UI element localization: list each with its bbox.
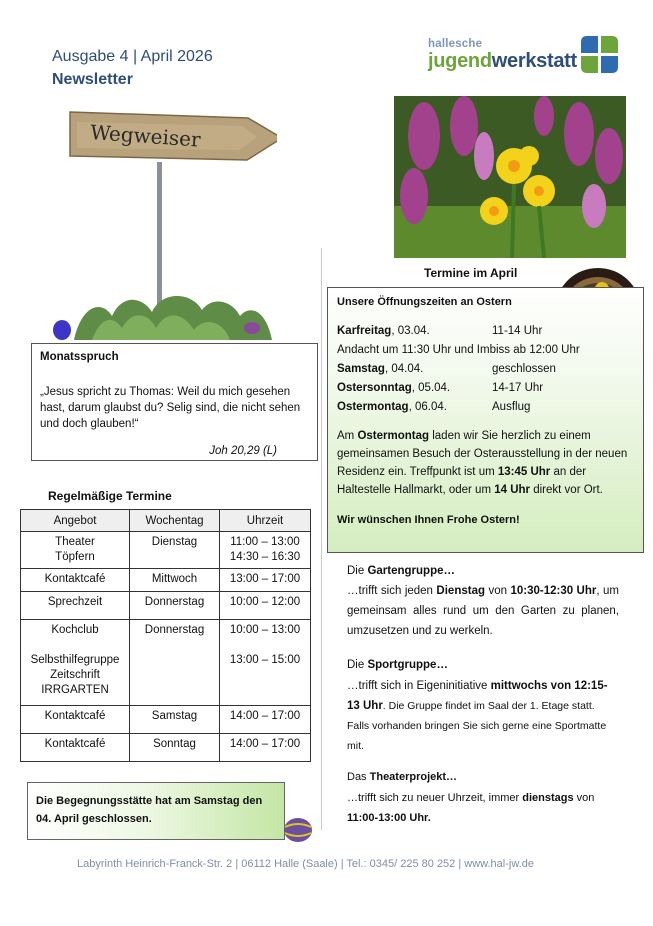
ostern-andacht: Andacht um 11:30 Uhr und Imbiss ab 12:00 Uhr (337, 344, 580, 356)
schedule-cell-uhrzeit: 11:00 – 13:00 14:30 – 16:30 (220, 532, 311, 569)
schedule-cell-angebot: Kontaktcafé (21, 569, 130, 592)
ostern-row-ostermontag: Ostermontag, 06.04. (337, 401, 447, 413)
logo (428, 34, 628, 78)
column-divider (321, 248, 322, 830)
schedule-cell-uhrzeit: 14:00 – 17:00 (220, 706, 311, 734)
monatsspruch-reference: Joh 20,29 (L) (209, 445, 277, 457)
newsletter-title: Newsletter (52, 71, 133, 88)
monatsspruch-box (31, 343, 318, 461)
schedule-cell-uhrzeit: 14:00 – 17:00 (220, 734, 311, 762)
ostern-row-ostermontag-value: Ausflug (492, 401, 531, 413)
schedule-row (21, 592, 311, 620)
ostern-row-ostersonntag: Ostersonntag, 05.04. (337, 382, 451, 394)
schedule-table (20, 509, 311, 762)
easter-wish: Wir wünschen Ihnen Frohe Ostern! (337, 514, 520, 526)
schedule-header-wochentag: Wochentag (130, 510, 220, 532)
schedule-row (21, 569, 311, 592)
schedule-cell-uhrzeit: 13:00 – 17:00 (220, 569, 311, 592)
schedule-cell-wochentag: Dienstag (130, 532, 220, 569)
schedule-cell-wochentag: Donnerstag (130, 592, 220, 620)
schedule-cell-wochentag: Donnerstag (130, 620, 220, 706)
closure-note-text: Die Begegnungsstätte hat am Samstag den 04. April geschlossen. (36, 795, 263, 825)
ostern-box (327, 287, 644, 553)
schedule-cell-angebot: Kontaktcafé (21, 734, 130, 762)
schedule-cell-wochentag: Samstag (130, 706, 220, 734)
garten-heading: Die Gartengruppe… (347, 565, 455, 577)
monatsspruch-title: Monatsspruch (40, 351, 119, 363)
ostern-box-title: Unsere Öffnungszeiten an Ostern (337, 296, 512, 308)
sport-heading: Die Sportgruppe… (347, 659, 448, 671)
schedule-row (21, 734, 311, 762)
monatsspruch-quote: „Jesus spricht zu Thomas: Weil du mich gesehen hast, darum glaubst du? Selig sind, die nicht sehen und doch glauben!“ (40, 386, 301, 430)
termine-title: Termine im April (424, 266, 518, 280)
logo-line-2: jugendwerkstatt (428, 50, 577, 72)
schedule-cell-wochentag: Mittwoch (130, 569, 220, 592)
logo-mark-icon (581, 36, 618, 73)
ostern-row-karfreitag-value: 11-14 Uhr (492, 325, 543, 337)
easter-egg-icon (283, 817, 313, 843)
garten-text: …trifft sich jeden Dienstag von 10:30-12:30 Uhr, um gemeinsam alles rund um den Garten zu planen, umzusetzen und zu werkeln. (347, 585, 619, 637)
schedule-row (21, 706, 311, 734)
schedule-cell-angebot: Sprechzeit (21, 592, 130, 620)
spring-flowers-image (394, 96, 626, 258)
issue-line: Ausgabe 4 | April 2026 (52, 48, 213, 65)
schedule-cell-angebot: Kochclub Selbsthilfegruppe Zeitschrift IRRGARTEN (21, 620, 130, 706)
theater-text: …trifft sich zu neuer Uhrzeit, immer dienstags von 11:00-13:00 Uhr. (347, 792, 595, 824)
ostern-row-samstag: Samstag, 04.04. (337, 363, 424, 375)
closure-note (27, 782, 285, 840)
sport-text: …trifft sich in Eigeninitiative mittwochs von 12:15-13 Uhr. Die Gruppe findet im Saal der 1. Etage statt. Falls vorhanden bringen Sie sich gerne eine Sportmatte mit. (347, 680, 608, 752)
schedule-cell-uhrzeit: 10:00 – 13:00 13:00 – 15:00 (220, 620, 311, 706)
schedule-cell-angebot: Kontaktcafé (21, 706, 130, 734)
footer: Labyrinth Heinrich-Franck-Str. 2 | 06112 Halle (Saale) | Tel.: 0345/ 225 80 252 | www.hal-jw.de (77, 858, 534, 870)
schedule-row (21, 532, 311, 569)
schedule-title: Regelmäßige Termine (48, 489, 172, 503)
ostern-ausflug-text: Am Ostermontag laden wir Sie herzlich zu einem gemeinsamen Besuch der Osterausstellung in der neuen Residenz ein. Treffpunkt ist um 13:45 Uhr an der Haltestelle Hallmarkt, oder um 14 Uhr direkt vor Ort. (337, 430, 628, 496)
schedule-cell-wochentag: Sonntag (130, 734, 220, 762)
ostern-row-karfreitag: Karfreitag, 03.04. (337, 325, 430, 337)
ostern-row-ostersonntag-value: 14-17 Uhr (492, 382, 544, 394)
schedule-row (21, 620, 311, 706)
signpost-text: Wegweiser (89, 120, 202, 152)
logo-line-1: hallesche (428, 38, 483, 50)
schedule-header-uhrzeit: Uhrzeit (220, 510, 311, 532)
schedule-cell-uhrzeit: 10:00 – 12:00 (220, 592, 311, 620)
schedule-cell-angebot: Theater Töpfern (21, 532, 130, 569)
ostern-row-samstag-value: geschlossen (492, 363, 556, 375)
signpost-image (52, 104, 277, 340)
schedule-header-angebot: Angebot (21, 510, 130, 532)
theater-heading: Das Theaterprojekt… (347, 771, 458, 783)
